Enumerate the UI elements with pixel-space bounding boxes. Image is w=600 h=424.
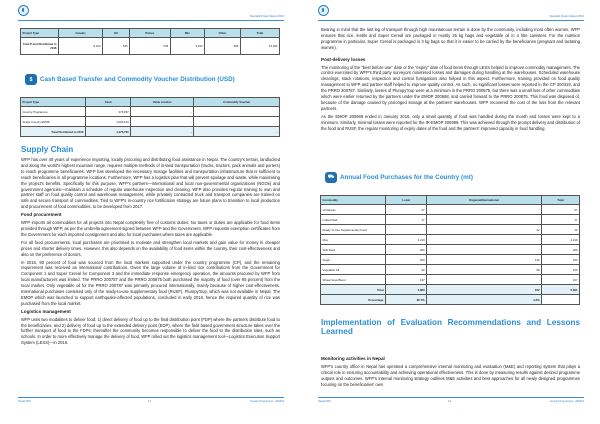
- cell: -: [194, 107, 280, 117]
- table-row: [321, 215, 580, 225]
- losses-section: [321, 27, 580, 134]
- cell: 5,091: [542, 285, 580, 295]
- annual-purchases-heading: [325, 172, 473, 183]
- section-heading: Implementation of Evaluation Recommendations and Lessons Learned: [321, 318, 580, 336]
- table-header-row: [21, 98, 280, 107]
- cell: 222: [427, 285, 542, 295]
- cell: 22: [542, 225, 580, 235]
- col-header: Cereals: [59, 29, 103, 38]
- footer-left: Nepal (NP): [318, 400, 331, 403]
- subheading: Monitoring activities in Nepal: [321, 356, 385, 361]
- cell: -: [386, 225, 427, 235]
- table-row: [21, 107, 280, 117]
- paragraph: Bearing in mind that the last leg of transport through high mountainous terrain is done by the community, including most often women, WFP ensures that rice, lentils and Super Cereal are packaged in mostly 25 kg bags and vegetable oil in 4 litre canisters. For the nutrition programme in particular, Super Cereal is packaged in 3 kg bags so that it is easier to be carried by the beneficiaries (pregnant and lactating women).: [321, 27, 580, 50]
- page-number: 14: [448, 400, 451, 403]
- cell: 4,476,790: [86, 127, 131, 137]
- annual-purchases-table: [320, 195, 580, 305]
- section-title: Cash Based Transfer and Commodity Voucher Distribution (USD): [40, 76, 235, 83]
- cell: -: [427, 215, 542, 225]
- cell: 8,443: [59, 38, 103, 55]
- cell: 476,657: [86, 107, 131, 117]
- paragraph: WFP has over 40 years of experience importing, locally procuring and distributing food assistance in Nepal. The country's terrain, landlocked and along the world's highest mountain range, requires multiple methods of in-land transportation (trucks, tractors, pack animals and porters) to reach programme beneficiaries. WFP has developed the necessary storage facilities and transportation infrastructure that is sufficient to reach beneficiaries in all programme locations. Furthermore, WFP has a logistics plan that will prevent spoilage and waste, while maximising the project's benefits. Specifically for this purpose, WFP's partners—international and local non-governmental organizations (NGOs) and government agencies—maintain a schedule of regular warehouse inspection and cleaning. WFP also provides regular training to own and partner staff on food quality control and warehouse management, while privately contracted truck and transport companies are trained on safe and secure transport of commodities. Tied to WFP's in-country rice fortification strategy are future plans to transition to local production and procurement of food commodities, to be developed from 2017.: [21, 157, 280, 210]
- percentage-row: [321, 295, 580, 305]
- wfp-logo-icon: [318, 5, 329, 16]
- cash-transfer-icon: $: [25, 74, 37, 85]
- subheading: Food procurement: [21, 212, 62, 218]
- cell: 95.7%: [386, 295, 427, 305]
- cell: 200: [386, 255, 427, 265]
- cell: 4,869: [386, 285, 427, 295]
- cell: 132: [427, 255, 542, 265]
- table-header-row: [321, 196, 580, 205]
- cell: -: [194, 117, 280, 127]
- cell: -: [427, 205, 542, 215]
- col-header: Total: [542, 196, 580, 205]
- paragraph: WFP imports all commodities for all projects into Nepal completely free of customs duties. No taxes or duties are applicable for food items provided through WFP, as per the umbrella agreement signed between WFP and the Government. WFP requests exemption certificates from the Government for each imported consignment and also for local purchases where taxes are applicable.: [21, 220, 280, 237]
- implementation-section: [321, 314, 580, 390]
- cell: 4,000,133: [86, 117, 131, 127]
- supply-chain-section: [21, 141, 280, 348]
- paragraph: WFP's country office in Nepal has operated a comprehensive internal monitoring and evaluation (M&E) and reporting system that plays a critical role in ensuring accountability and achieving operational effectiveness. This is done by measuring results against desired programme outputs and outcomes. WFP's internal monitoring strategy outlines M&E activities and best approaches for all newly designed programmes focusing on the beneficiaries' own: [321, 363, 580, 387]
- col-header: Value voucher: [131, 98, 194, 107]
- running-header: Standard Project Report 2016: [549, 15, 584, 18]
- cell: 100: [542, 265, 580, 275]
- cell: -: [131, 107, 194, 117]
- distribution-table: [20, 28, 280, 55]
- table-row: [321, 225, 580, 235]
- cell: 4.3%: [427, 295, 542, 305]
- table-row: [321, 205, 580, 215]
- cell: -: [427, 245, 542, 255]
- cell: 505: [130, 38, 171, 55]
- cell: Rice: [321, 235, 386, 245]
- col-header: Local: [386, 196, 427, 205]
- cell: Percentage: [321, 295, 386, 305]
- cell: 137: [542, 275, 580, 285]
- cell: Total: [321, 285, 386, 295]
- cell: 13,934: [240, 38, 279, 55]
- food-purchase-icon: ⛟: [325, 172, 337, 183]
- footer-right: Country Programme - 200319: [549, 400, 584, 403]
- col-header: Mix: [170, 29, 204, 38]
- paragraph: As the EMOP 200668 ended in January 2016, only a small quantity of food was handled during the month and losses were kept to a minimum. Similarly, minimal losses were reported for the IR-EMOP 200989. This was achieved through the prompt delivery and distribution of the food and RUSF, the regular monitoring of expiry dates of the food and the partners' improved capacity in food handling.: [321, 113, 580, 131]
- cell: 67: [386, 205, 427, 215]
- cell: 17: [386, 215, 427, 225]
- footer-left: Nepal (NP): [18, 400, 31, 403]
- col-header: Other: [205, 29, 241, 38]
- subheading: Post-delivery losses: [321, 56, 366, 62]
- col-header: Regional/International: [427, 196, 542, 205]
- cell: 4,219: [386, 235, 427, 245]
- paragraph: The monitoring of the "best before use" date or the "expiry" date of food items through LESS helped to improve commodity management. The control exercised by WFP's third party surveyors minimised losses and damages during handling at the warehouses. Scheduled warehouse cleanings, stack rotations, inspection and control fumigations also helped in this aspect. Furthermore, training provided on food quality management to WFP and partner staff helped to improve quality control. As such, no significant losses were reported in the CP 200319, and the PRRO 200787. Similarly, losses of Plumpy'Sup were at a minimum in the PRRO 200875, but there was a small loss of other commodities which were earlier returned by the partners under the EMOP 200668, and carried forward to the PRRO 200875. This food was disposed of, because of the damage caused by prolonged storage at the partners' warehouses. WFP recovered the cost of the loss from the relevant partners.: [321, 64, 580, 111]
- cell: Iodised Salt: [321, 215, 386, 225]
- cell: 535: [103, 38, 130, 55]
- cell: [542, 295, 580, 305]
- table-row: [321, 235, 580, 245]
- cell: -: [131, 117, 194, 127]
- footer-right: Country Programme - 200319: [249, 400, 284, 403]
- cell: Sugar: [321, 255, 386, 265]
- cell: -: [427, 235, 542, 245]
- cell: 289: [205, 38, 241, 55]
- table-row: [21, 117, 280, 127]
- table-header-row: [21, 29, 280, 38]
- header-rule: [18, 20, 284, 21]
- footer-rule: [18, 397, 284, 398]
- cell: 4,219: [542, 235, 580, 245]
- col-header: Oil: [103, 29, 130, 38]
- cell: Wheat Soya Blend: [321, 275, 386, 285]
- page-number: 13: [148, 400, 151, 403]
- cell: Ready To Use Supplementary Food: [321, 225, 386, 235]
- paragraph: In 2016, 90 percent of food was sourced from the local markets supported under the country programme (CP), and the remaining requirement was received as international contributions. Given the large volume of in-kind rice contributions from the Government for Component 1 and Super Cereal for Component 3 and the immediate response emergency operation, the amounts procured by WFP from local manufacturers was limited. The PRRO 200787 and the PRRO 200875 both purchased the majority of food (over 95 percent) from the local market. Only vegetable oil for the PRRO 200787 was primarily procured internationally, mainly because of higher cost-effectiveness. International purchases consisted only of the ready-to-use supplementary food (RUSF), Plumpy'Sup, which was not available in Nepal. The EMOP which was launched to support earthquake-affected populations, concluded in early 2016, hence the required quantity of rice was purchased from the local market.: [21, 259, 280, 306]
- table-row: [321, 265, 580, 275]
- cell: Total P and Distributed in 2016: [21, 38, 59, 55]
- subheading: Logistics management: [21, 308, 71, 314]
- header-rule: [318, 20, 584, 21]
- cell: 4,233: [170, 38, 204, 55]
- cell: 32: [386, 265, 427, 275]
- cell: Total Distributed in 2016: [21, 127, 86, 137]
- cell: 266: [386, 245, 427, 255]
- wfp-logo-icon: [18, 5, 29, 16]
- cash-table: [20, 97, 280, 137]
- col-header: Total: [240, 29, 279, 38]
- cell: -: [194, 127, 280, 137]
- table-row: [21, 38, 280, 55]
- paragraph: For all food procurements, local purchases are prioritised to motivate and strengthen local markets and gain value for money in cheaper prices and shorter delivery times. However, this also depends on the availability of food items within the country, their cost-effectiveness and also on the preference of donors.: [21, 239, 280, 257]
- running-header: Standard Project Report 2016: [249, 15, 284, 18]
- col-header: Project Type: [21, 98, 86, 107]
- col-header: Commodity: [321, 196, 386, 205]
- cell: Country Programme: [21, 107, 86, 117]
- cell: 17: [542, 215, 580, 225]
- table-row: [321, 275, 580, 285]
- section-title: Annual Food Purchases for the Country (mt): [340, 174, 473, 181]
- total-row: [321, 285, 580, 295]
- cell: 68: [427, 265, 542, 275]
- col-header: Commodity Voucher: [194, 98, 280, 107]
- total-row: [21, 127, 280, 137]
- cell: 67: [542, 205, 580, 215]
- footer-rule: [318, 397, 584, 398]
- col-header: Pulses: [130, 29, 171, 38]
- cell: 22: [427, 225, 542, 235]
- section-heading: Supply Chain: [21, 145, 74, 154]
- cell: Vegetable Oil: [321, 265, 386, 275]
- right-page: [300, 0, 600, 424]
- cell: Chickpeas: [321, 205, 386, 215]
- cell: -: [427, 275, 542, 285]
- cell: Single Country EMOP: [21, 117, 86, 127]
- table-row: [321, 255, 580, 265]
- cell: 137: [386, 275, 427, 285]
- col-header: Cash: [86, 98, 131, 107]
- cash-section-heading: [25, 74, 235, 85]
- cell: 332: [542, 255, 580, 265]
- cell: Split Peas: [321, 245, 386, 255]
- cell: -: [131, 127, 194, 137]
- paragraph: WFP uses two modalities to deliver food: 1) direct delivery of food up to the final distribution point (FDP) where the partners distribute food to the beneficiaries, and 2) delivery of food up to the extended delivery point (EDP), where the field based government structure takes over the further transport of food to the FDPs; thereafter the community becomes responsible to deliver the food to the distribution sites, such as schools. In order to more effectively manage the delivery of food, WFP rolled out the logistics management tool—Logistics Execution Support System (LESS)—in 2016.: [21, 316, 280, 346]
- col-header: Project Type: [21, 29, 59, 38]
- cell: 266: [542, 245, 580, 255]
- table-row: [321, 245, 580, 255]
